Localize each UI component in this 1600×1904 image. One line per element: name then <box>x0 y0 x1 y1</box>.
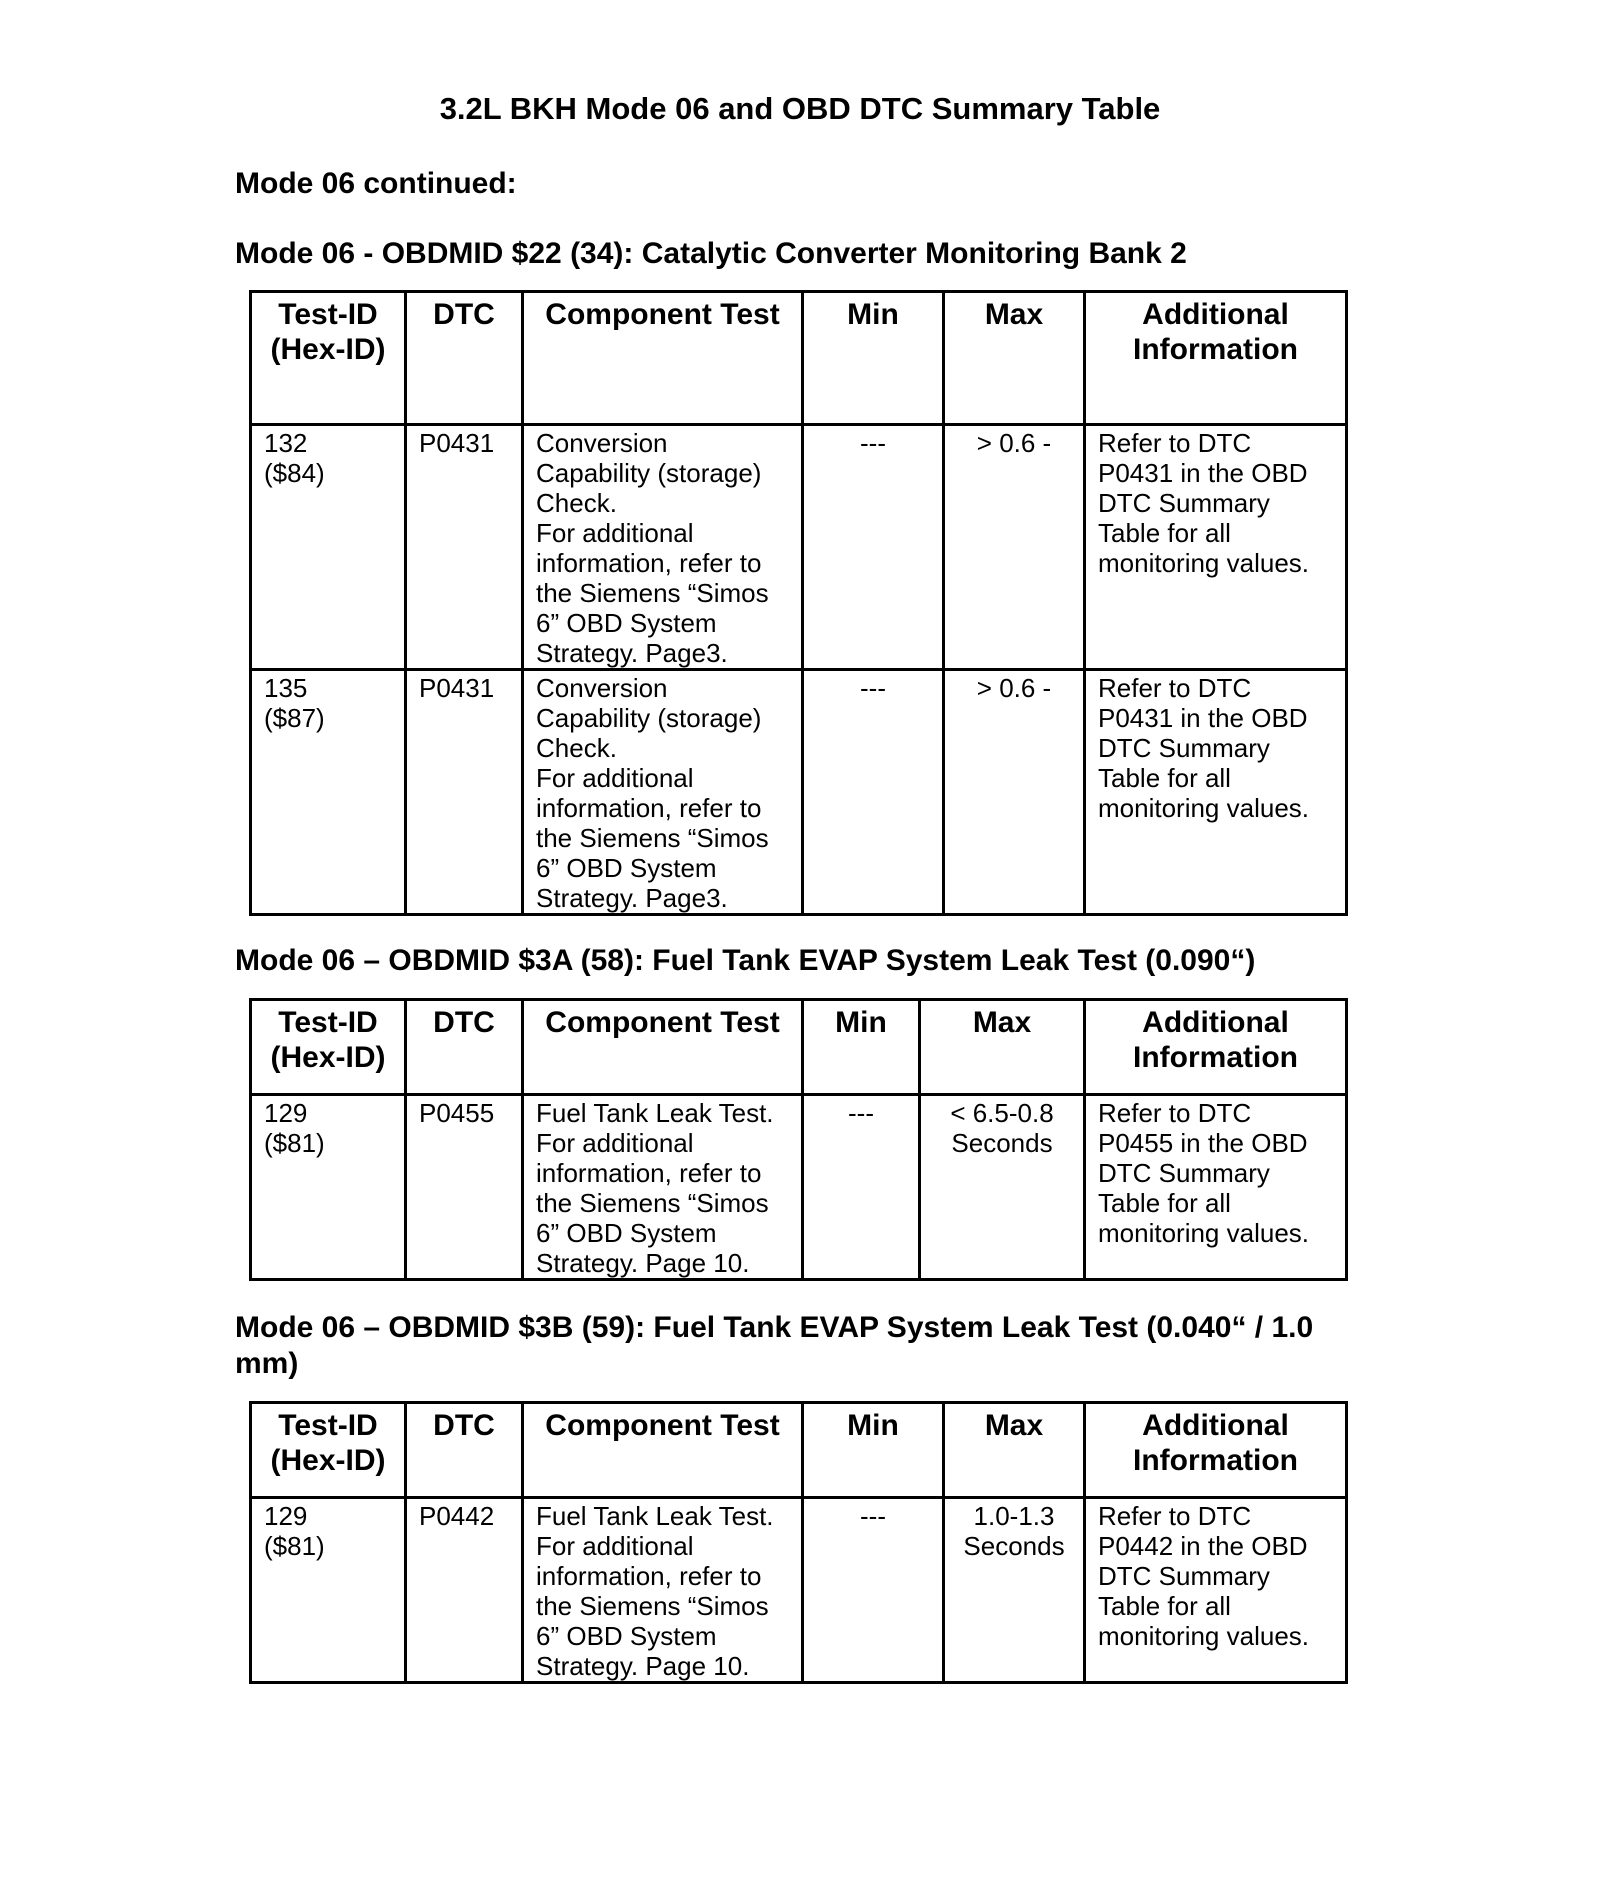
cell-additional-information: Refer to DTC P0442 in the OBD DTC Summary Table for all monitoring values. <box>1085 1498 1347 1683</box>
table-row <box>251 670 1347 915</box>
header-additional-information: Additional Information <box>1085 1403 1347 1498</box>
cell-test-id: 132 ($84) <box>251 425 406 670</box>
header-min: Min <box>803 292 944 425</box>
header-test-id: Test-ID (Hex-ID) <box>251 1403 406 1498</box>
cell-additional-information: Refer to DTC P0431 in the OBD DTC Summary Table for all monitoring values. <box>1085 425 1347 670</box>
cell-max: 1.0-1.3 Seconds <box>944 1498 1085 1683</box>
cell-test-id: 129 ($81) <box>251 1095 406 1280</box>
obdmid-22-table <box>249 290 1348 916</box>
cell-min: --- <box>803 1498 944 1683</box>
cell-max: > 0.6 - <box>944 670 1085 915</box>
cell-dtc: P0455 <box>406 1095 523 1280</box>
cell-component-test: Conversion Capability (storage) Check. For additional information, refer to the Siemens “Simos 6” OBD System Strategy. Page3. <box>523 670 803 915</box>
obdmid-3b-table <box>249 1401 1348 1684</box>
cell-dtc: P0442 <box>406 1498 523 1683</box>
header-min: Min <box>803 1403 944 1498</box>
cell-min: --- <box>803 670 944 915</box>
table-header-row <box>251 1000 1347 1095</box>
header-max: Max <box>944 292 1085 425</box>
header-test-id: Test-ID (Hex-ID) <box>251 292 406 425</box>
section-subtitle: Mode 06 continued: <box>235 167 517 200</box>
header-max: Max <box>920 1000 1085 1095</box>
header-dtc: DTC <box>406 292 523 425</box>
cell-component-test: Conversion Capability (storage) Check. For additional information, refer to the Siemens “Simos 6” OBD System Strategy. Page3. <box>523 425 803 670</box>
table-row <box>251 425 1347 670</box>
obdmid-3a-table <box>249 998 1348 1281</box>
table-row <box>251 1498 1347 1683</box>
header-max: Max <box>944 1403 1085 1498</box>
cell-min: --- <box>803 425 944 670</box>
table-row <box>251 1095 1347 1280</box>
document-title: 3.2L BKH Mode 06 and OBD DTC Summary Table <box>439 91 1161 126</box>
cell-additional-information: Refer to DTC P0455 in the OBD DTC Summary Table for all monitoring values. <box>1085 1095 1347 1280</box>
header-dtc: DTC <box>406 1000 523 1095</box>
table-header-row <box>251 1403 1347 1498</box>
cell-test-id: 129 ($81) <box>251 1498 406 1683</box>
table-heading-obdmid-3a: Mode 06 – OBDMID $3A (58): Fuel Tank EVAP System Leak Test (0.090“) <box>235 944 1256 977</box>
header-component-test: Component Test <box>523 1403 803 1498</box>
table-heading-obdmid-3b: Mode 06 – OBDMID $3B (59): Fuel Tank EVAP System Leak Test (0.040“ / 1.0 mm) <box>235 1311 1314 1380</box>
table-heading-obdmid-22: Mode 06 - OBDMID $22 (34): Catalytic Converter Monitoring Bank 2 <box>235 237 1187 270</box>
header-test-id: Test-ID (Hex-ID) <box>251 1000 406 1095</box>
cell-additional-information: Refer to DTC P0431 in the OBD DTC Summary Table for all monitoring values. <box>1085 670 1347 915</box>
header-dtc: DTC <box>406 1403 523 1498</box>
cell-dtc: P0431 <box>406 425 523 670</box>
header-additional-information: Additional Information <box>1085 1000 1347 1095</box>
cell-test-id: 135 ($87) <box>251 670 406 915</box>
cell-max: < 6.5-0.8 Seconds <box>920 1095 1085 1280</box>
cell-min: --- <box>803 1095 920 1280</box>
cell-dtc: P0431 <box>406 670 523 915</box>
header-component-test: Component Test <box>523 1000 803 1095</box>
cell-max: > 0.6 - <box>944 425 1085 670</box>
cell-component-test: Fuel Tank Leak Test. For additional information, refer to the Siemens “Simos 6” OBD System Strategy. Page 10. <box>523 1095 803 1280</box>
header-component-test: Component Test <box>523 292 803 425</box>
header-additional-information: Additional Information <box>1085 292 1347 425</box>
header-min: Min <box>803 1000 920 1095</box>
cell-component-test: Fuel Tank Leak Test. For additional information, refer to the Siemens “Simos 6” OBD System Strategy. Page 10. <box>523 1498 803 1683</box>
table-header-row <box>251 292 1347 425</box>
